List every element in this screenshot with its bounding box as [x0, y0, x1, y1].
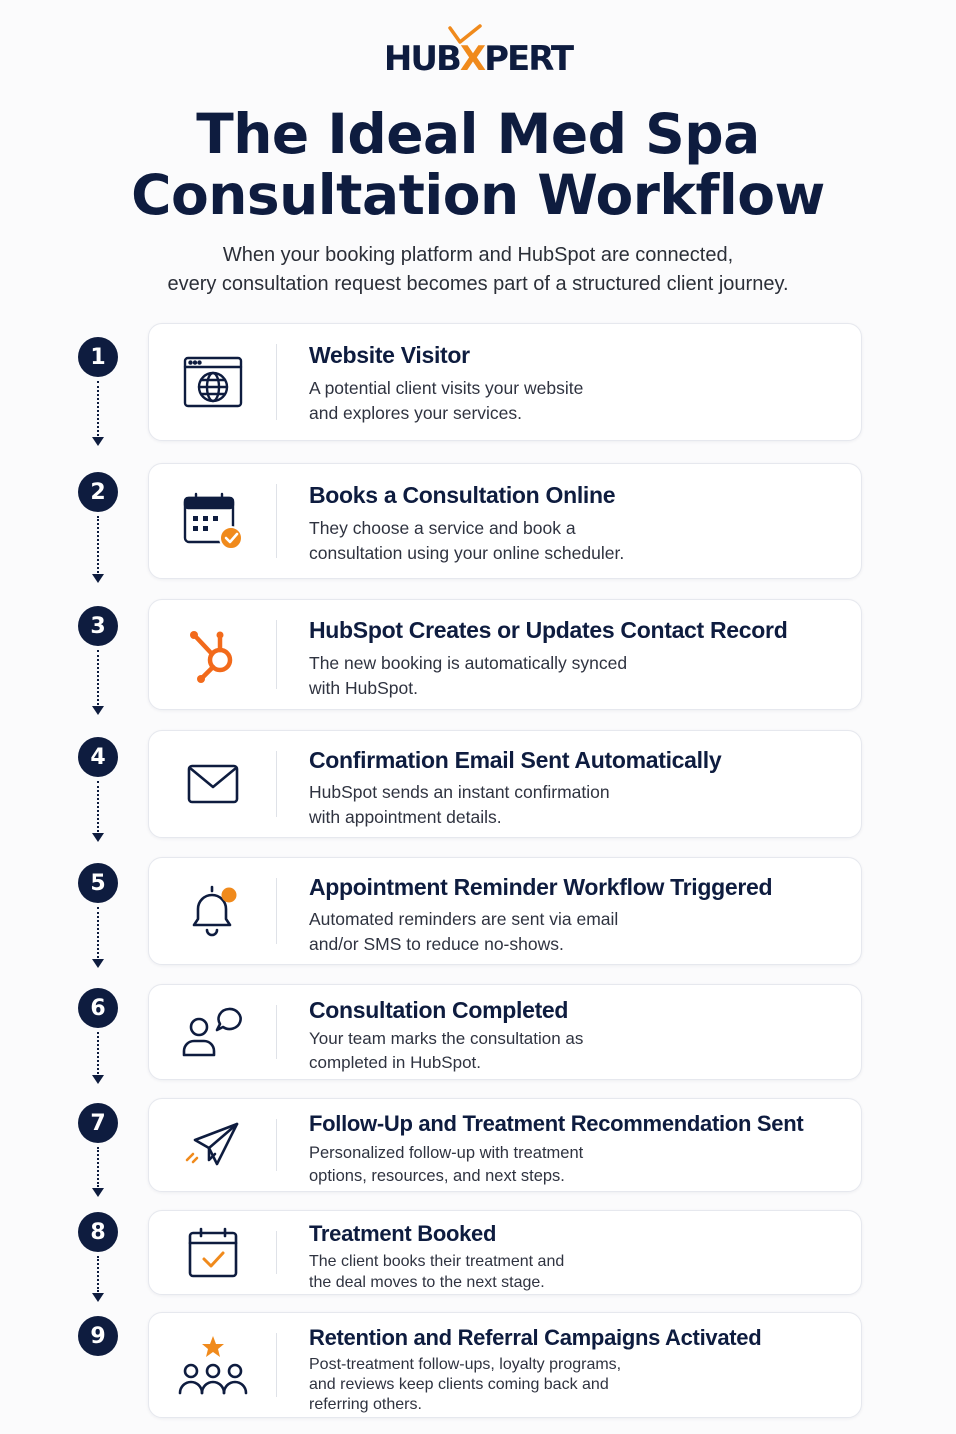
globe-browser-icon [171, 347, 255, 417]
step-description: They choose a service and book a consultation using your online scheduler. [309, 518, 625, 563]
step-description: Automated reminders are sent via email and/or SMS to reduce no-shows. [309, 909, 619, 954]
step-title: Appointment Reminder Workflow Triggered [309, 874, 773, 900]
person-chat-icon [171, 997, 255, 1067]
step-card-confirmation-email [148, 730, 862, 838]
step-title: HubSpot Creates or Updates Contact Record [309, 617, 788, 643]
step-title: Treatment Booked [309, 1221, 497, 1246]
calendar-checkmark-icon [171, 1218, 255, 1288]
step-description: Your team marks the consultation as completed in HubSpot. [309, 1029, 584, 1072]
step-connector-1 [97, 381, 99, 436]
step-connector-4 [97, 781, 99, 832]
step-connector-8 [97, 1256, 99, 1292]
step-description: The new booking is automatically synced with HubSpot. [309, 653, 628, 698]
page-subtitle: When your booking platform and HubSpot are connected, every consultation request becomes part of a structured client journey. [167, 244, 789, 295]
step-title: Books a Consultation Online [309, 482, 616, 508]
logo-wordmark: HUBXPERT [384, 42, 572, 80]
step-badge-6: 6 [78, 988, 118, 1028]
bell-notification-icon [171, 876, 255, 946]
step-title: Confirmation Email Sent Automatically [309, 747, 722, 773]
card-divider [276, 620, 277, 689]
step-description: HubSpot sends an instant confirmation with appointment details. [309, 782, 610, 827]
step-card-follow-up [148, 1098, 862, 1192]
card-divider [276, 1119, 277, 1171]
step-connector-2 [97, 516, 99, 573]
card-divider [276, 1333, 277, 1397]
step-connector-5 [97, 907, 99, 958]
card-divider [276, 1005, 277, 1059]
step-description: The client books their treatment and the deal moves to the next stage. [309, 1253, 565, 1291]
step-badge-3: 3 [78, 606, 118, 646]
card-divider [276, 1231, 277, 1274]
card-divider [276, 751, 277, 817]
step-description: Personalized follow-up with treatment options, resources, and next steps. [309, 1144, 584, 1185]
step-badge-5: 5 [78, 863, 118, 903]
step-badge-9: 9 [78, 1316, 118, 1356]
step-card-reminder-workflow [148, 857, 862, 965]
step-card-hubspot-contact [148, 599, 862, 710]
arrow-down-icon [92, 1188, 104, 1197]
page-title: The Ideal Med Spa Consultation Workflow [131, 102, 825, 227]
arrow-down-icon [92, 1075, 104, 1084]
arrow-down-icon [92, 437, 104, 446]
step-title: Consultation Completed [309, 997, 569, 1023]
step-badge-2: 2 [78, 472, 118, 512]
step-badge-1: 1 [78, 337, 118, 377]
envelope-icon [171, 749, 255, 819]
step-badge-8: 8 [78, 1212, 118, 1252]
logo-check-mark-icon [444, 24, 484, 46]
step-card-website-visitor [148, 323, 862, 441]
step-title: Retention and Referral Campaigns Activated [309, 1325, 762, 1350]
step-badge-7: 7 [78, 1103, 118, 1143]
step-card-retention-referral [148, 1312, 862, 1418]
card-divider [276, 484, 277, 558]
step-card-treatment-booked [148, 1210, 862, 1295]
card-divider [276, 344, 277, 420]
step-connector-7 [97, 1147, 99, 1187]
arrow-down-icon [92, 959, 104, 968]
step-title: Follow-Up and Treatment Recommendation Sent [309, 1111, 804, 1136]
card-divider [276, 878, 277, 944]
calendar-check-icon [171, 486, 255, 556]
step-connector-6 [97, 1032, 99, 1074]
step-description: Post-treatment follow-ups, loyalty programs, and reviews keep clients coming back and referring others. [309, 1356, 622, 1413]
arrow-down-icon [92, 833, 104, 842]
arrow-down-icon [92, 1293, 104, 1302]
step-title: Website Visitor [309, 342, 470, 368]
step-connector-3 [97, 650, 99, 705]
arrow-down-icon [92, 706, 104, 715]
step-card-book-consultation [148, 463, 862, 579]
group-star-icon [171, 1330, 255, 1400]
hubspot-sprocket-icon [171, 620, 255, 690]
paper-plane-icon [171, 1110, 255, 1180]
step-badge-4: 4 [78, 737, 118, 777]
brand-logo [0, 14, 956, 80]
step-card-consultation-completed [148, 984, 862, 1080]
step-description: A potential client visits your website and explores your services. [309, 378, 584, 423]
arrow-down-icon [92, 574, 104, 583]
